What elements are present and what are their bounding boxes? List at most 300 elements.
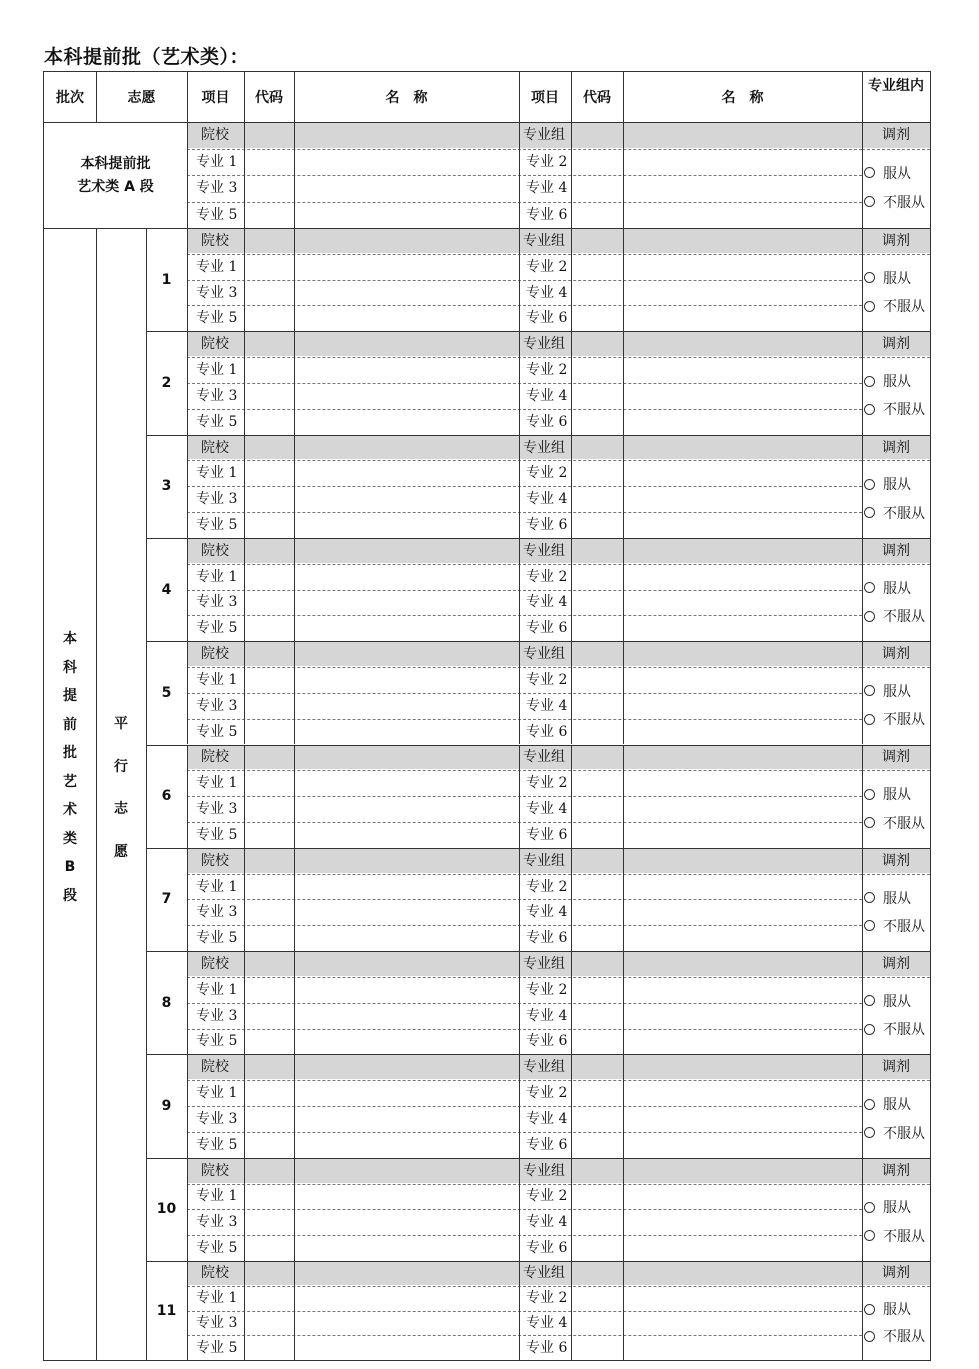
volunteer-number: 7 — [161, 891, 172, 908]
radio-icon[interactable] — [864, 1127, 875, 1138]
school-label: 院校 — [201, 1162, 229, 1179]
volunteer-number: 4 — [161, 581, 172, 598]
radio-icon[interactable] — [864, 817, 875, 828]
adjust-label: 调剂 — [882, 1162, 910, 1179]
code-field[interactable] — [572, 203, 622, 228]
volunteer-number: 2 — [161, 374, 172, 391]
name-field[interactable] — [295, 1107, 518, 1131]
not-obey-radio[interactable]: 不服从 — [864, 299, 925, 315]
code-field[interactable] — [245, 823, 293, 847]
school-label: 院校 — [201, 646, 229, 663]
code-field[interactable] — [572, 642, 622, 666]
code-field[interactable] — [572, 746, 622, 770]
name-field[interactable] — [295, 900, 518, 924]
name-field[interactable] — [295, 1133, 518, 1157]
adjust-label: 调剂 — [882, 232, 910, 249]
name-field[interactable] — [295, 1210, 518, 1234]
radio-icon[interactable] — [864, 196, 875, 207]
name-field[interactable] — [295, 410, 518, 434]
name-field[interactable] — [295, 823, 518, 847]
code-field[interactable] — [572, 694, 622, 718]
header-name: 名 称 — [385, 90, 428, 106]
not-obey-radio[interactable]: 不服从 — [864, 506, 925, 522]
school-label: 院校 — [201, 127, 229, 144]
radio-icon[interactable] — [864, 892, 875, 903]
radio-icon[interactable] — [864, 1230, 875, 1241]
not-obey-radio[interactable]: 不服从 — [864, 1126, 925, 1142]
major-label: 专业 5 — [196, 723, 238, 740]
name-field[interactable] — [624, 771, 861, 795]
name-field[interactable] — [295, 1287, 518, 1310]
major-label: 专业 5 — [196, 1240, 238, 1257]
obey-radio[interactable]: 服从 — [864, 1302, 911, 1318]
volunteer-number: 6 — [161, 788, 172, 805]
code-field[interactable] — [572, 978, 622, 1002]
code-field[interactable] — [245, 1336, 293, 1359]
name-field[interactable] — [624, 229, 861, 253]
major-label: 专业 1 — [196, 153, 238, 170]
code-field[interactable] — [245, 771, 293, 795]
code-field[interactable] — [572, 176, 622, 201]
code-field[interactable] — [572, 539, 622, 563]
adjust-label: 调剂 — [882, 439, 910, 456]
major-label: 专业 1 — [196, 1188, 238, 1205]
radio-icon[interactable] — [864, 404, 875, 415]
major-label: 专业 4 — [526, 491, 568, 508]
major-group-label: 专业组 — [523, 232, 565, 249]
name-field[interactable] — [295, 1262, 518, 1285]
code-field[interactable] — [245, 332, 293, 356]
header-adjust: 专业组内 — [868, 78, 924, 94]
code-field[interactable] — [572, 281, 622, 305]
code-field[interactable] — [572, 487, 622, 511]
not-obey-radio[interactable]: 不服从 — [864, 919, 925, 935]
radio-icon[interactable] — [864, 479, 875, 490]
major-label: 专业 1 — [196, 258, 238, 275]
code-field[interactable] — [572, 384, 622, 408]
name-field[interactable] — [624, 1336, 861, 1359]
major-label: 专业 2 — [526, 568, 568, 585]
name-field[interactable] — [295, 1236, 518, 1260]
not-obey-radio[interactable]: 不服从 — [864, 1329, 925, 1345]
obey-radio[interactable]: 服从 — [864, 166, 911, 182]
name-field[interactable] — [295, 797, 518, 821]
name-field[interactable] — [624, 1287, 861, 1310]
name-field[interactable] — [624, 952, 861, 976]
page-title: 本科提前批（艺术类）： — [44, 46, 250, 68]
name-field[interactable] — [624, 1081, 861, 1105]
radio-icon[interactable] — [864, 582, 875, 593]
code-field[interactable] — [245, 1133, 293, 1157]
major-label: 专业 5 — [196, 310, 238, 327]
major-label: 专业 6 — [526, 723, 568, 740]
name-field[interactable] — [295, 1312, 518, 1335]
name-field[interactable] — [295, 358, 518, 382]
code-field[interactable] — [572, 926, 622, 950]
major-group-label: 专业组 — [523, 646, 565, 663]
name-field[interactable] — [295, 306, 518, 330]
header-volunteer: 志愿 — [127, 90, 156, 106]
name-field[interactable] — [624, 1262, 861, 1285]
major-label: 专业 4 — [526, 1314, 568, 1331]
name-field[interactable] — [624, 1004, 861, 1028]
name-field[interactable] — [295, 720, 518, 744]
name-field[interactable] — [624, 1107, 861, 1131]
name-field[interactable] — [295, 176, 518, 201]
code-field[interactable] — [572, 1004, 622, 1028]
major-group-label: 专业组 — [523, 749, 565, 766]
code-field[interactable] — [245, 591, 293, 615]
major-label: 专业 1 — [196, 1290, 238, 1307]
name-field[interactable] — [295, 229, 518, 253]
code-field[interactable] — [572, 849, 622, 873]
name-field[interactable] — [624, 978, 861, 1002]
name-field[interactable] — [624, 823, 861, 847]
name-field[interactable] — [295, 384, 518, 408]
radio-icon[interactable] — [864, 920, 875, 931]
name-field[interactable] — [295, 513, 518, 537]
code-field[interactable] — [245, 668, 293, 692]
code-field[interactable] — [572, 565, 622, 589]
major-label: 专业 5 — [196, 930, 238, 947]
name-field[interactable] — [295, 1185, 518, 1209]
code-field[interactable] — [245, 281, 293, 305]
name-field[interactable] — [295, 281, 518, 305]
code-field[interactable] — [572, 771, 622, 795]
obey-radio[interactable]: 服从 — [864, 1097, 911, 1113]
code-field[interactable] — [245, 797, 293, 821]
code-field[interactable] — [245, 720, 293, 744]
code-field[interactable] — [572, 229, 622, 253]
obey-radio[interactable]: 服从 — [864, 374, 911, 390]
code-field[interactable] — [245, 436, 293, 460]
code-field[interactable] — [572, 1030, 622, 1054]
code-field[interactable] — [245, 1081, 293, 1105]
code-field[interactable] — [572, 1210, 622, 1234]
name-field[interactable] — [295, 1159, 518, 1183]
code-field[interactable] — [245, 539, 293, 563]
name-field[interactable] — [624, 513, 861, 537]
name-field[interactable] — [624, 694, 861, 718]
radio-icon[interactable] — [864, 167, 875, 178]
code-field[interactable] — [245, 1210, 293, 1234]
name-field[interactable] — [295, 332, 518, 356]
code-field[interactable] — [245, 1262, 293, 1285]
code-field[interactable] — [245, 487, 293, 511]
radio-icon[interactable] — [864, 1099, 875, 1110]
major-label: 专业 5 — [196, 516, 238, 533]
name-field[interactable] — [295, 1030, 518, 1054]
code-field[interactable] — [245, 306, 293, 330]
name-field[interactable] — [624, 591, 861, 615]
section-b-label: 本 科 提 前 批 艺 术 类 B 段 — [63, 631, 77, 904]
obey-radio[interactable]: 服从 — [864, 477, 911, 493]
major-label: 专业 2 — [526, 671, 568, 688]
name-field[interactable] — [295, 1081, 518, 1105]
name-field[interactable] — [624, 176, 861, 201]
name-field[interactable] — [624, 384, 861, 408]
name-field[interactable] — [624, 849, 861, 873]
code-field[interactable] — [572, 461, 622, 485]
code-field[interactable] — [245, 384, 293, 408]
name-field[interactable] — [624, 1030, 861, 1054]
name-field[interactable] — [295, 1055, 518, 1079]
name-field[interactable] — [295, 771, 518, 795]
radio-icon[interactable] — [864, 1304, 875, 1315]
major-label: 专业 4 — [526, 1214, 568, 1231]
major-label: 专业 3 — [196, 697, 238, 714]
code-field[interactable] — [245, 176, 293, 201]
radio-icon[interactable] — [864, 1024, 875, 1035]
name-field[interactable] — [624, 255, 861, 279]
name-field[interactable] — [295, 952, 518, 976]
code-field[interactable] — [572, 616, 622, 640]
code-field[interactable] — [572, 332, 622, 356]
code-field[interactable] — [572, 591, 622, 615]
major-label: 专业 1 — [196, 465, 238, 482]
school-label: 院校 — [201, 232, 229, 249]
code-field[interactable] — [245, 900, 293, 924]
name-field[interactable] — [624, 565, 861, 589]
name-field[interactable] — [624, 1210, 861, 1234]
major-label: 专业 5 — [196, 1033, 238, 1050]
name-field[interactable] — [624, 539, 861, 563]
code-field[interactable] — [572, 1185, 622, 1209]
code-field[interactable] — [572, 255, 622, 279]
obey-radio[interactable]: 服从 — [864, 1200, 911, 1216]
obey-radio[interactable]: 服从 — [864, 891, 911, 907]
major-label: 专业 1 — [196, 362, 238, 379]
name-field[interactable] — [295, 487, 518, 511]
name-field[interactable] — [295, 926, 518, 950]
name-field[interactable] — [624, 436, 861, 460]
major-label: 专业 4 — [526, 801, 568, 818]
name-field[interactable] — [295, 123, 518, 148]
code-field[interactable] — [245, 1030, 293, 1054]
name-field[interactable] — [624, 1055, 861, 1079]
obey-radio[interactable]: 服从 — [864, 684, 911, 700]
major-label: 专业 4 — [526, 904, 568, 921]
radio-icon[interactable] — [864, 611, 875, 622]
code-field[interactable] — [245, 513, 293, 537]
name-field[interactable] — [295, 203, 518, 228]
name-field[interactable] — [624, 926, 861, 950]
obey-radio[interactable]: 服从 — [864, 787, 911, 803]
radio-icon[interactable] — [864, 995, 875, 1006]
code-field[interactable] — [572, 1336, 622, 1359]
code-field[interactable] — [245, 849, 293, 873]
radio-icon[interactable] — [864, 685, 875, 696]
not-obey-radio[interactable]: 不服从 — [864, 712, 925, 728]
major-group-label: 专业组 — [523, 439, 565, 456]
major-label: 专业 6 — [526, 1033, 568, 1050]
code-field[interactable] — [245, 952, 293, 976]
major-label: 专业 5 — [196, 826, 238, 843]
name-field[interactable] — [624, 461, 861, 485]
code-field[interactable] — [572, 1107, 622, 1131]
name-field[interactable] — [624, 1236, 861, 1260]
not-obey-radio[interactable]: 不服从 — [864, 1229, 925, 1245]
volunteer-number: 11 — [156, 1302, 177, 1319]
name-field[interactable] — [624, 720, 861, 744]
code-field[interactable] — [245, 1236, 293, 1260]
radio-icon[interactable] — [864, 376, 875, 387]
adjust-label: 调剂 — [882, 127, 910, 144]
code-field[interactable] — [245, 1055, 293, 1079]
obey-radio[interactable]: 服从 — [864, 271, 911, 287]
name-field[interactable] — [295, 978, 518, 1002]
code-field[interactable] — [245, 926, 293, 950]
code-field[interactable] — [245, 358, 293, 382]
name-field[interactable] — [624, 1312, 861, 1335]
name-field[interactable] — [624, 281, 861, 305]
name-field[interactable] — [295, 616, 518, 640]
name-field[interactable] — [295, 849, 518, 873]
not-obey-radio[interactable]: 不服从 — [864, 609, 925, 625]
major-label: 专业 3 — [196, 1110, 238, 1127]
name-field[interactable] — [624, 487, 861, 511]
radio-icon[interactable] — [864, 272, 875, 283]
code-field[interactable] — [572, 797, 622, 821]
major-label: 专业 3 — [196, 1007, 238, 1024]
radio-icon[interactable] — [864, 714, 875, 725]
code-field[interactable] — [245, 978, 293, 1002]
name-field[interactable] — [295, 875, 518, 899]
school-label: 院校 — [201, 439, 229, 456]
code-field[interactable] — [572, 1312, 622, 1335]
code-field[interactable] — [245, 642, 293, 666]
name-field[interactable] — [624, 875, 861, 899]
major-label: 专业 3 — [196, 1314, 238, 1331]
name-field[interactable] — [295, 591, 518, 615]
code-field[interactable] — [245, 1287, 293, 1310]
radio-icon[interactable] — [864, 507, 875, 518]
radio-icon[interactable] — [864, 301, 875, 312]
code-field[interactable] — [245, 150, 293, 175]
name-field[interactable] — [624, 616, 861, 640]
name-field[interactable] — [624, 123, 861, 148]
name-field[interactable] — [624, 332, 861, 356]
major-label: 专业 4 — [526, 594, 568, 611]
name-field[interactable] — [295, 565, 518, 589]
code-field[interactable] — [572, 1159, 622, 1183]
code-field[interactable] — [245, 229, 293, 253]
obey-radio[interactable]: 服从 — [864, 581, 911, 597]
name-field[interactable] — [624, 668, 861, 692]
code-field[interactable] — [245, 255, 293, 279]
name-field[interactable] — [624, 203, 861, 228]
code-field[interactable] — [245, 1159, 293, 1183]
name-field[interactable] — [295, 642, 518, 666]
code-field[interactable] — [245, 746, 293, 770]
not-obey-radio[interactable]: 不服从 — [864, 402, 925, 418]
code-field[interactable] — [572, 513, 622, 537]
name-field[interactable] — [295, 1336, 518, 1359]
major-group-label: 专业组 — [523, 1059, 565, 1076]
code-field[interactable] — [572, 1081, 622, 1105]
code-field[interactable] — [572, 1133, 622, 1157]
name-field[interactable] — [295, 668, 518, 692]
code-field[interactable] — [245, 123, 293, 148]
code-field[interactable] — [572, 875, 622, 899]
code-field[interactable] — [245, 203, 293, 228]
not-obey-radio[interactable]: 不服从 — [864, 816, 925, 832]
major-label: 专业 6 — [526, 310, 568, 327]
code-field[interactable] — [245, 875, 293, 899]
radio-icon[interactable] — [864, 789, 875, 800]
name-field[interactable] — [624, 1185, 861, 1209]
major-label: 专业 6 — [526, 206, 568, 223]
obey-radio[interactable]: 服从 — [864, 994, 911, 1010]
name-field[interactable] — [624, 410, 861, 434]
name-field[interactable] — [295, 461, 518, 485]
code-field[interactable] — [245, 1004, 293, 1028]
code-field[interactable] — [245, 616, 293, 640]
major-label: 专业 4 — [526, 697, 568, 714]
name-field[interactable] — [624, 358, 861, 382]
code-field[interactable] — [572, 123, 622, 148]
section-a-line1: 本科提前批 — [80, 156, 151, 172]
code-field[interactable] — [245, 1185, 293, 1209]
code-field[interactable] — [245, 1312, 293, 1335]
major-label: 专业 2 — [526, 1188, 568, 1205]
radio-icon[interactable] — [864, 1331, 875, 1342]
code-field[interactable] — [245, 1107, 293, 1131]
not-obey-radio[interactable]: 不服从 — [864, 195, 925, 211]
name-field[interactable] — [624, 1133, 861, 1157]
name-field[interactable] — [295, 150, 518, 175]
header-batch: 批次 — [56, 90, 84, 106]
code-field[interactable] — [245, 410, 293, 434]
name-field[interactable] — [624, 150, 861, 175]
name-field[interactable] — [295, 436, 518, 460]
code-field[interactable] — [245, 565, 293, 589]
name-field[interactable] — [295, 1004, 518, 1028]
code-field[interactable] — [572, 306, 622, 330]
code-field[interactable] — [572, 410, 622, 434]
name-field[interactable] — [624, 797, 861, 821]
name-field[interactable] — [624, 642, 861, 666]
code-field[interactable] — [572, 358, 622, 382]
code-field[interactable] — [572, 436, 622, 460]
name-field[interactable] — [624, 1159, 861, 1183]
name-field[interactable] — [624, 900, 861, 924]
name-field[interactable] — [624, 306, 861, 330]
name-field[interactable] — [295, 694, 518, 718]
code-field[interactable] — [572, 823, 622, 847]
not-obey-radio[interactable]: 不服从 — [864, 1022, 925, 1038]
radio-icon[interactable] — [864, 1202, 875, 1213]
code-field[interactable] — [572, 900, 622, 924]
code-field[interactable] — [572, 1262, 622, 1285]
major-label: 专业 2 — [526, 775, 568, 792]
code-field[interactable] — [572, 1236, 622, 1260]
major-label: 专业 3 — [196, 387, 238, 404]
code-field[interactable] — [572, 720, 622, 744]
major-label: 专业 4 — [526, 180, 568, 197]
code-field[interactable] — [245, 694, 293, 718]
code-field[interactable] — [572, 1055, 622, 1079]
name-field[interactable] — [295, 255, 518, 279]
name-field[interactable] — [295, 539, 518, 563]
code-field[interactable] — [245, 461, 293, 485]
code-field[interactable] — [572, 1287, 622, 1310]
name-field[interactable] — [624, 746, 861, 770]
code-field[interactable] — [572, 668, 622, 692]
name-field[interactable] — [295, 746, 518, 770]
code-field[interactable] — [572, 952, 622, 976]
code-field[interactable] — [572, 150, 622, 175]
